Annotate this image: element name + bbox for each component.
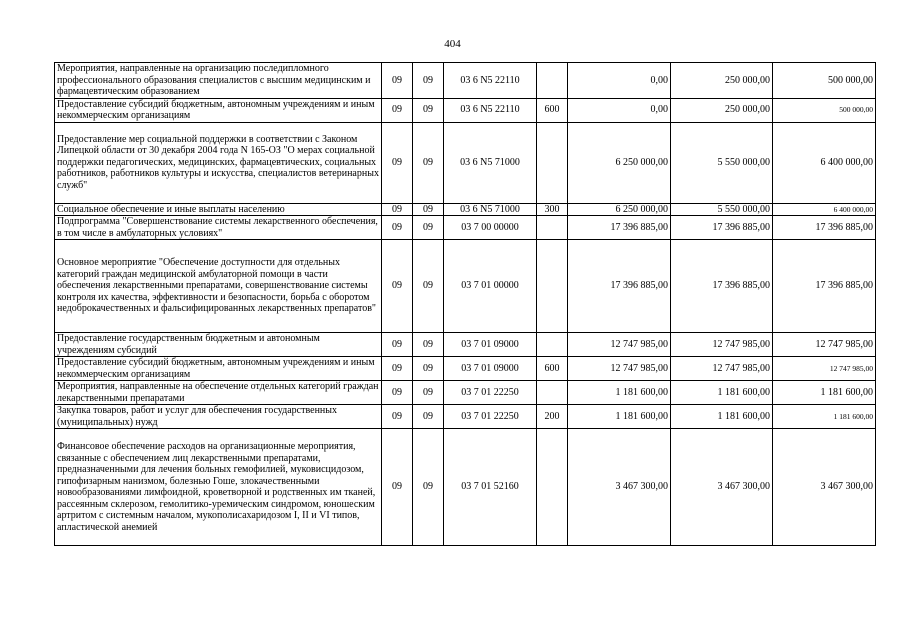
amount-year2-cell: 17 396 885,00 [671, 216, 773, 240]
amount-year1-cell: 12 747 985,00 [568, 333, 671, 357]
expense-type-cell [537, 63, 568, 99]
amount-year2-cell: 5 550 000,00 [671, 203, 773, 216]
amount-year2-cell: 17 396 885,00 [671, 240, 773, 333]
expense-type-cell [537, 240, 568, 333]
subsection-code-cell: 09 [413, 203, 444, 216]
section-code-cell: 09 [382, 63, 413, 99]
amount-year2-cell: 1 181 600,00 [671, 381, 773, 405]
amount-year2-cell: 250 000,00 [671, 98, 773, 122]
amount-year1-cell: 1 181 600,00 [568, 381, 671, 405]
amount-year3-cell: 1 181 600,00 [773, 405, 876, 429]
expense-type-cell [537, 216, 568, 240]
target-article-cell: 03 7 01 52160 [444, 429, 537, 546]
target-article-cell: 03 7 01 09000 [444, 357, 537, 381]
row-name-cell: Закупка товаров, работ и услуг для обеспечения государственных (муниципальных) нужд [55, 405, 382, 429]
amount-year3-cell: 17 396 885,00 [773, 240, 876, 333]
expense-type-cell: 200 [537, 405, 568, 429]
table-row [55, 333, 876, 357]
subsection-code-cell: 09 [413, 63, 444, 99]
section-code-cell: 09 [382, 333, 413, 357]
table-row [55, 240, 876, 333]
amount-year3-cell: 500 000,00 [773, 63, 876, 99]
amount-year2-cell: 3 467 300,00 [671, 429, 773, 546]
target-article-cell: 03 7 01 09000 [444, 333, 537, 357]
amount-year1-cell: 6 250 000,00 [568, 203, 671, 216]
amount-year1-cell: 0,00 [568, 63, 671, 99]
amount-year1-cell: 0,00 [568, 98, 671, 122]
amount-year2-cell: 1 181 600,00 [671, 405, 773, 429]
amount-year1-cell: 17 396 885,00 [568, 240, 671, 333]
budget-table [54, 62, 876, 546]
amount-year1-cell: 12 747 985,00 [568, 357, 671, 381]
section-code-cell: 09 [382, 357, 413, 381]
subsection-code-cell: 09 [413, 333, 444, 357]
section-code-cell: 09 [382, 240, 413, 333]
row-name-cell: Предоставление субсидий бюджетным, автономным учреждениям и иным некоммерческим организациям [55, 357, 382, 381]
target-article-cell: 03 6 N5 22110 [444, 98, 537, 122]
expense-type-cell [537, 429, 568, 546]
table-row [55, 122, 876, 203]
table-row [55, 381, 876, 405]
amount-year2-cell: 12 747 985,00 [671, 357, 773, 381]
table-row [55, 98, 876, 122]
row-name-cell: Мероприятия, направленные на организацию последипломного профессионального образования специалистов с высшим медицинским и фармацевтическим образованием [55, 63, 382, 99]
expense-type-cell [537, 381, 568, 405]
expense-type-cell: 600 [537, 98, 568, 122]
subsection-code-cell: 09 [413, 98, 444, 122]
amount-year1-cell: 17 396 885,00 [568, 216, 671, 240]
target-article-cell: 03 7 01 22250 [444, 381, 537, 405]
amount-year1-cell: 6 250 000,00 [568, 122, 671, 203]
row-name-cell: Социальное обеспечение и иные выплаты населению [55, 203, 382, 216]
section-code-cell: 09 [382, 98, 413, 122]
row-name-cell: Основное мероприятие "Обеспечение доступности для отдельных категорий граждан медицинской амбулаторной помощи в части обеспечения лекарственными препаратами, совершенствование системы контроля их качества, эффективности и безопасности, борьба с оборотом недоброкачественных и фальсифицированных лекарственных препаратов" [55, 240, 382, 333]
table-row [55, 63, 876, 99]
amount-year3-cell: 17 396 885,00 [773, 216, 876, 240]
target-article-cell: 03 7 00 00000 [444, 216, 537, 240]
target-article-cell: 03 7 01 22250 [444, 405, 537, 429]
target-article-cell: 03 6 N5 71000 [444, 122, 537, 203]
amount-year3-cell: 3 467 300,00 [773, 429, 876, 546]
row-name-cell: Финансовое обеспечение расходов на организационные мероприятия, связанные с обеспечением лиц лекарственными препаратами, предназначенными для лечения больных гемофилией, муковисцидозом, гипофизарным нанизмом, болезнью Гоше, злокачественными новообразованиями лимфоидной, кроветворной и родственных им тканей, рассеянным склерозом, гемолитико-уремическим синдромом, юношеским артритом с системным началом, мукополисахаридозом I, II и VI типов, апластической анемией [55, 429, 382, 546]
section-code-cell: 09 [382, 381, 413, 405]
row-name-cell: Мероприятия, направленные на обеспечение отдельных категорий граждан лекарственными препаратами [55, 381, 382, 405]
row-name-cell: Предоставление государственным бюджетным и автономным учреждениям субсидий [55, 333, 382, 357]
section-code-cell: 09 [382, 203, 413, 216]
page-number: 404 [444, 38, 461, 50]
expense-type-cell [537, 122, 568, 203]
expense-type-cell: 600 [537, 357, 568, 381]
table-row [55, 203, 876, 216]
row-name-cell: Предоставление мер социальной поддержки в соответствии с Законом Липецкой области от 30 декабря 2004 года N 165-ОЗ "О мерах социальной поддержки педагогических, медицинских, фармацевтических, социальных работников, работников культуры и искусства, специалистов ветеринарных служб" [55, 122, 382, 203]
row-name-cell: Предоставление субсидий бюджетным, автономным учреждениям и иным некоммерческим организациям [55, 98, 382, 122]
amount-year2-cell: 5 550 000,00 [671, 122, 773, 203]
subsection-code-cell: 09 [413, 429, 444, 546]
target-article-cell: 03 6 N5 22110 [444, 63, 537, 99]
amount-year1-cell: 3 467 300,00 [568, 429, 671, 546]
amount-year3-cell: 6 400 000,00 [773, 203, 876, 216]
subsection-code-cell: 09 [413, 216, 444, 240]
target-article-cell: 03 7 01 00000 [444, 240, 537, 333]
subsection-code-cell: 09 [413, 405, 444, 429]
subsection-code-cell: 09 [413, 381, 444, 405]
table-row [55, 357, 876, 381]
expense-type-cell: 300 [537, 203, 568, 216]
section-code-cell: 09 [382, 405, 413, 429]
table-row [55, 216, 876, 240]
section-code-cell: 09 [382, 429, 413, 546]
expense-type-cell [537, 333, 568, 357]
row-name-cell: Подпрограмма "Совершенствование системы лекарственного обеспечения, в том числе в амбулаторных условиях" [55, 216, 382, 240]
amount-year1-cell: 1 181 600,00 [568, 405, 671, 429]
amount-year3-cell: 6 400 000,00 [773, 122, 876, 203]
amount-year3-cell: 12 747 985,00 [773, 357, 876, 381]
table-row [55, 405, 876, 429]
section-code-cell: 09 [382, 216, 413, 240]
subsection-code-cell: 09 [413, 122, 444, 203]
section-code-cell: 09 [382, 122, 413, 203]
amount-year2-cell: 12 747 985,00 [671, 333, 773, 357]
amount-year3-cell: 500 000,00 [773, 98, 876, 122]
subsection-code-cell: 09 [413, 357, 444, 381]
table-row [55, 429, 876, 546]
amount-year3-cell: 12 747 985,00 [773, 333, 876, 357]
amount-year3-cell: 1 181 600,00 [773, 381, 876, 405]
subsection-code-cell: 09 [413, 240, 444, 333]
amount-year2-cell: 250 000,00 [671, 63, 773, 99]
target-article-cell: 03 6 N5 71000 [444, 203, 537, 216]
